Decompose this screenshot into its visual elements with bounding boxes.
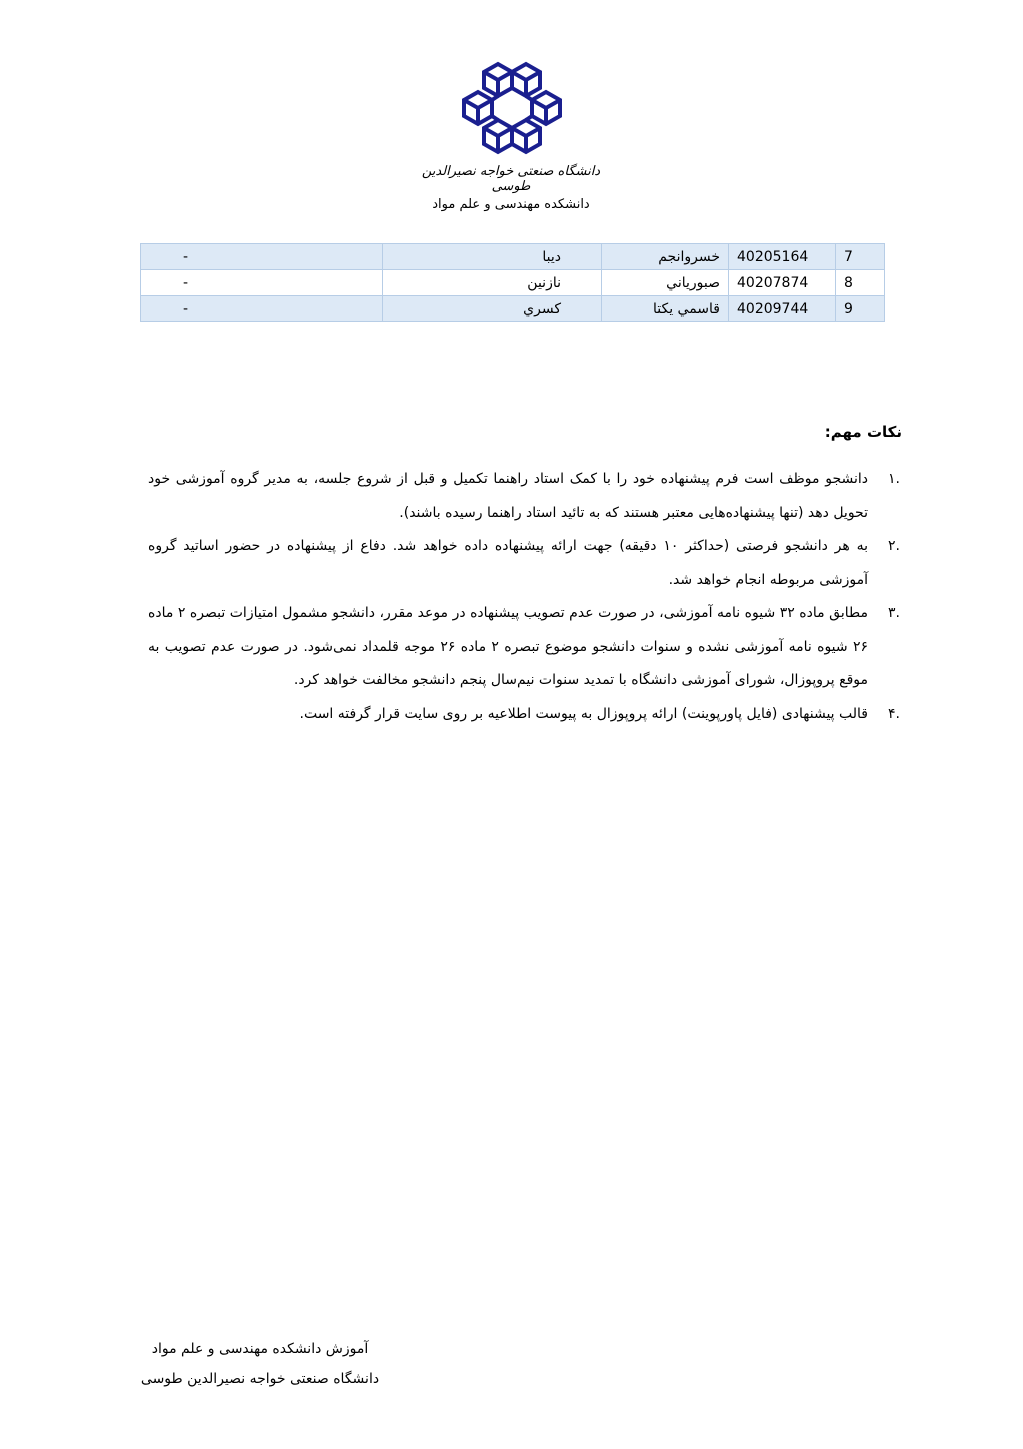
item-number: .۴ (888, 705, 900, 722)
row-index: 8 (836, 270, 885, 296)
first-name: ديبا (383, 244, 602, 270)
list-item (148, 463, 900, 530)
extra-cell: - (141, 270, 383, 296)
faculty-name: دانشکده مهندسی و علم مواد (432, 197, 590, 212)
item-text: دانشجو موظف است فرم پیشنهاده خود را با کمک استاد راهنما تکمیل و قبل از شروع جلسه، به مدیر گروه آموزشی خود تحویل دهد (تنها پیشنهاده‌هایی معتبر هستند که به تائید استاد راهنما رسیده باشند). (148, 471, 868, 521)
last-name: صبورياني (602, 270, 729, 296)
table-row (141, 270, 885, 296)
first-name: كسري (383, 296, 602, 322)
item-number: .۲ (888, 538, 900, 554)
university-logo (456, 60, 566, 160)
table-row (141, 244, 885, 270)
item-text: مطابق ماده ۳۲ شیوه نامه آموزشی، در صورت عدم تصویب پیشنهاده در موعد مقرر، دانشجو مشمول امتیازات تبصره ۲ ماده ۲۶ شیوه نامه آموزشی نشده و سنوات دانشجو موضوع تبصره ۲ ماده ۲۶ موجه قلمداد نمی‌شود. در صورت عدم تصویب به موقع پروپوزال، شورای آموزشی دانشگاه با تمدید سنوات نیم‌سال پنجم دانشجو مخالفت خواهد کرد. (148, 605, 868, 688)
footer-line-2: دانشگاه صنعتی خواجه نصیرالدین طوسی (140, 1371, 380, 1387)
last-name: خسروانجم (602, 244, 729, 270)
student-id: 40207874 (729, 270, 836, 296)
row-index: 9 (836, 296, 885, 322)
list-item (148, 597, 900, 698)
extra-cell: - (141, 296, 383, 322)
first-name: نازنين (383, 270, 602, 296)
extra-cell: - (141, 244, 383, 270)
student-id: 40205164 (729, 244, 836, 270)
item-number: .۱ (888, 471, 900, 487)
list-item (148, 530, 900, 597)
footer (120, 1334, 400, 1394)
list-item (148, 698, 900, 732)
item-text: قالب پیشنهادی (فایل پاورپوینت) ارائه پروپوزال به پیوست اطلاعیه بر روی سایت قرار گرفته است. (299, 705, 868, 722)
students-table (140, 243, 885, 322)
notes-list (148, 463, 900, 731)
university-name: دانشگاه صنعتی خواجه نصیرالدین طوسی (421, 164, 601, 194)
notes-title: نکات مهم: (824, 423, 902, 441)
item-number: .۳ (888, 605, 900, 621)
last-name: قاسمي يكتا (602, 296, 729, 322)
student-id: 40209744 (729, 296, 836, 322)
table-row (141, 296, 885, 322)
footer-line-1: آموزش دانشکده مهندسی و علم مواد (151, 1341, 369, 1357)
item-text: به هر دانشجو فرصتی (حداکثر ۱۰ دقیقه) جهت ارائه پیشنهاده داده خواهد شد. دفاع از پیشنهاده در حضور اساتید گروه آموزشی مربوطه انجام خواهد شد. (148, 538, 868, 588)
row-index: 7 (836, 244, 885, 270)
